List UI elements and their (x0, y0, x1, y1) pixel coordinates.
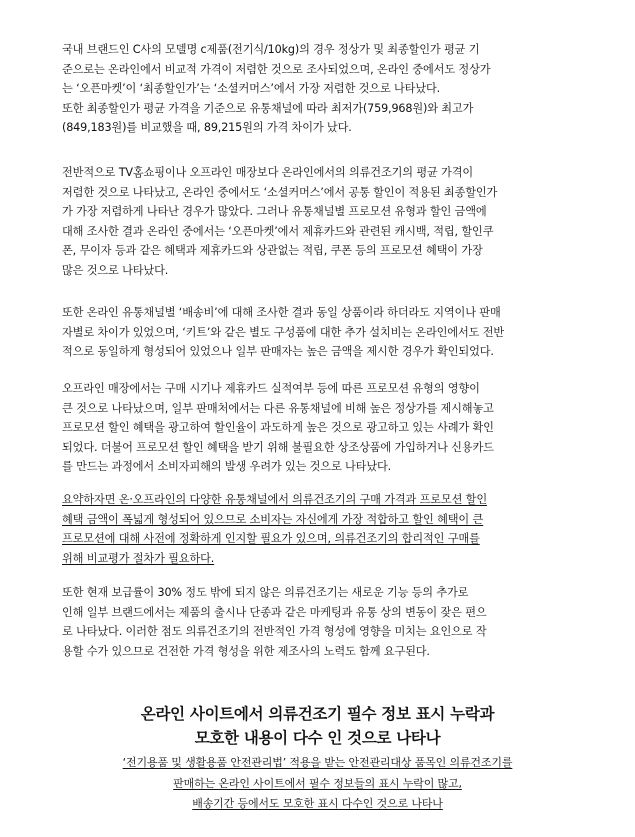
paragraph-line: (849,183원)를 비교했을 때, 89,215원의 가격 차이가 났다. (62, 121, 352, 134)
paragraph-channel-overview (62, 163, 573, 280)
paragraph-line (62, 549, 573, 569)
paragraph-line: 로 나타났다. 이러한 점도 의류건조기의 전반적인 가격 형성에 영향을 미치는 요인으로 작 (62, 625, 487, 638)
underlined-text: 배송기간 등에서도 모호한 표시 다수인 것으로 나타나 (192, 797, 443, 810)
heading-line: 모호한 내용이 다수 인 것으로 나타나 (194, 729, 441, 747)
section-subheading (62, 753, 573, 815)
paragraph-line: 저렴한 것으로 나타났고, 온라인 중에서도 ‘소셜커머스’에서 공통 할인이 적용된 최종할인가 (62, 185, 498, 199)
paragraph-line: 준으로는 온라인에서 비교적 가격이 저렴한 것으로 조사되었으며, 온라인 중에서도 정상가 (62, 62, 491, 76)
paragraph-market-changes (62, 583, 573, 661)
underlined-text: 요약하자면 온·오프라인의 다양한 유통채널에서 의류건조기의 구매 가격과 프로모션 할인 (62, 493, 487, 506)
underlined-text: 판매하는 온라인 사이트에서 필수 정보들의 표시 누락이 많고, (173, 776, 462, 790)
paragraph-line: 인해 일부 브랜드에서는 제품의 출시나 단종과 같은 마케팅과 유통 상의 변동이 잦은 편으 (62, 605, 487, 619)
underlined-text: 혜택 금액이 폭넓게 형성되어 있으므로 소비자는 자신에게 가장 적합하고 할인 혜택이 큰 (62, 512, 484, 526)
paragraph-summary (62, 490, 573, 568)
paragraph-shipping-fees (62, 303, 573, 362)
underlined-text: ‘전기용품 및 생활용품 안전관리법’ 적용을 받는 안전관리대상 품목인 의류건조기를 (122, 756, 513, 769)
paragraph-offline-stores (62, 379, 573, 477)
paragraph-price-comparison (62, 40, 573, 138)
paragraph-line: 폰, 무이자 등과 같은 혜택과 제휴카드와 상관없는 적립, 쿠폰 등의 프로모션 혜택이 가장 (62, 244, 483, 257)
paragraph-line: 또한 최종할인가 평균 가격을 기준으로 유통채널에 따라 최저가(759,968원)와 최고가 (62, 101, 474, 115)
paragraph-line: 를 만드는 과정에서 소비자피해의 발생 우려가 있는 것으로 나타났다. (62, 460, 392, 473)
paragraph-line: 또한 온라인 유통채널별 ‘배송비’에 대해 조사한 결과 동일 상품이라 하더라도 지역이나 판매 (62, 306, 501, 319)
paragraph-line: 전반적으로 TV홈쇼핑이나 오프라인 매장보다 온라인에서의 의류건조기의 평균 가격이 (62, 166, 474, 179)
paragraph-line: 대해 조사한 결과 온라인 중에서는 ‘오픈마켓’에서 제휴카드와 관련된 캐시백, 적립, 할인쿠 (62, 224, 494, 238)
underlined-text: 프로모션에 대해 사전에 정확하게 인지할 필요가 있으며, 의류건조기의 합리적인 구매를 (62, 532, 480, 545)
paragraph-line: 국내 브랜드인 C사의 모델명 c제품(전기식/10kg)의 경우 정상가 및 최종할인가 평균 기 (62, 43, 480, 56)
underlined-text: 위해 비교평가 절차가 필요하다. (62, 551, 215, 565)
paragraph-line: 큰 것으로 나타났으며, 일부 판매처에서는 다른 유통채널에 비해 높은 정상가를 제시해놓고 (62, 401, 494, 415)
subheading-line (62, 774, 573, 795)
paragraph-line: 되었다. 더불어 프로모션 할인 혜택을 받기 위해 불필요한 상조상품에 가입하거나 신용카드 (62, 440, 494, 454)
section-heading (62, 702, 573, 750)
paragraph-line: 용할 수가 있으므로 건전한 가격 형성을 위한 제조사의 노력도 함께 요구된다. (62, 644, 430, 658)
paragraph-line: 오프라인 매장에서는 구매 시기나 제휴카드 실적여부 등에 따른 프로모션 유형의 영향이 (62, 382, 480, 395)
paragraph-line (62, 490, 573, 510)
subheading-line (62, 794, 573, 815)
paragraph-line: 자별로 차이가 있었으며, ‘키트’와 같은 별도 구성품에 대한 추가 설치비는 온라인에서도 전반 (62, 325, 505, 339)
paragraph-line: 프로모션 할인 혜택을 광고하여 할인율이 과도하게 높은 것으로 광고하고 있는 사례가 확인 (62, 421, 494, 434)
paragraph-line: 또한 현재 보급률이 30% 정도 밖에 되지 않은 의류건조기는 새로운 기능 등의 추가로 (62, 586, 469, 599)
paragraph-line: 적으로 동일하게 형성되어 있었으나 일부 판매자는 높은 금액을 제시한 경우가 확인되었다. (62, 345, 494, 358)
paragraph-line: 는 ‘오픈마켓’이 ‘최종할인가’는 ‘소셜커머스’에서 가장 저렴한 것으로 나타났다. (62, 82, 441, 95)
paragraph-line: 많은 것으로 나타났다. (62, 263, 169, 277)
paragraph-line (62, 529, 573, 549)
paragraph-line: 가 가장 저렴하게 나타난 경우가 많았다. 그러나 유통채널별 프로모션 유형과 할인 금액에 (62, 205, 487, 218)
subheading-line (62, 753, 573, 774)
heading-line: 온라인 사이트에서 의류건조기 필수 정보 표시 누락과 (140, 705, 495, 723)
paragraph-line (62, 510, 573, 530)
